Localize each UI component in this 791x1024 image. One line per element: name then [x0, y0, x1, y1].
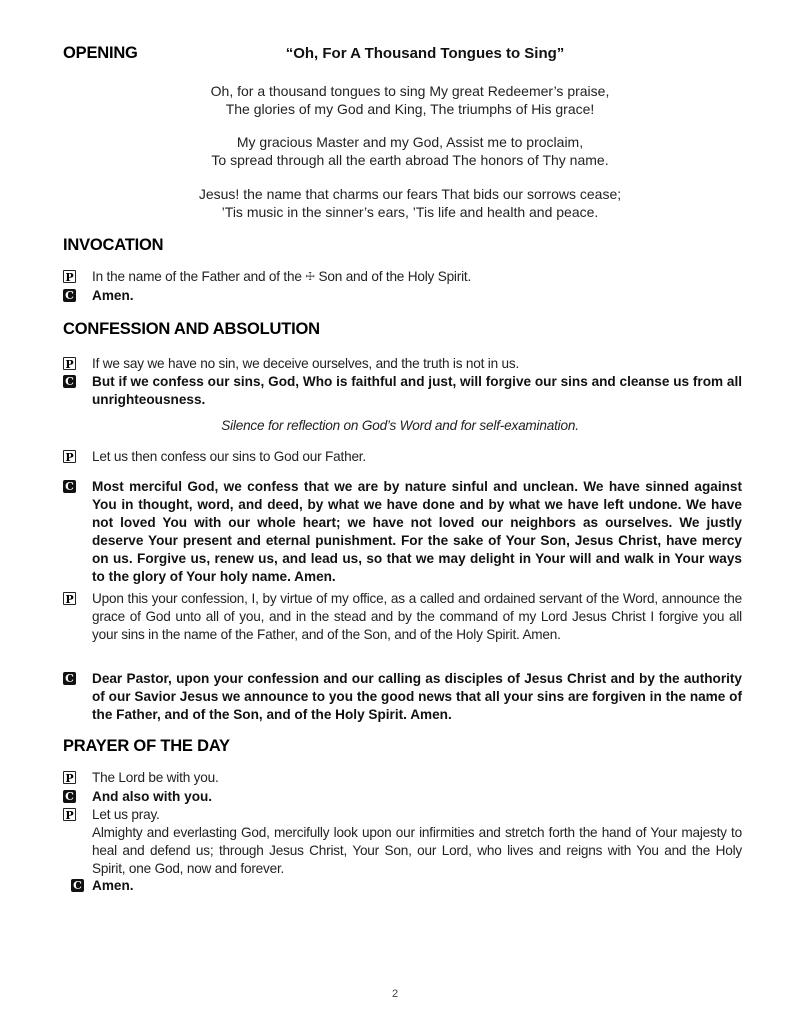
prayer-line: P The Lord be with you.	[63, 769, 742, 787]
congregation-marker-icon: C	[63, 375, 76, 388]
pastor-marker-icon: P	[63, 592, 76, 605]
confession-prayer: C Most merciful God, we confess that we are by nature sinful and unclean. We have sinned against You in thought, word, and deed, by what we have done and by what we have left undone. We have not loved You with our whole heart; we have not loved our neighbors as ourselves. We justly deserve Your present and eternal punishment. For the sake of Your Son, Jesus Christ, have mercy on us. Forgive us, renew us, and lead us, so that we may delight in Your will and walk in Your ways to the glory of Your holy name. Amen.	[63, 478, 742, 586]
pastor-marker-icon: P	[63, 357, 76, 370]
congregation-marker-icon: C	[63, 480, 76, 493]
confession-line: C But if we confess our sins, God, Who is faithful and just, will forgive our sins and cleanse us from all unrighteousness.	[63, 373, 742, 409]
verse-line: The glories of my God and King, The triumphs of His grace!	[225, 101, 595, 117]
page-number: 2	[391, 988, 399, 1000]
confession-line: P Let us then confess our sins to God our Father.	[63, 448, 742, 466]
heading-invocation: INVOCATION	[63, 236, 164, 254]
congregation-marker-icon: C	[71, 879, 84, 892]
pastor-marker-icon: P	[63, 771, 76, 784]
hymn-verse-1	[150, 82, 670, 118]
pastor-marker-icon: P	[63, 808, 76, 821]
rubric-silence: Silence for reflection on God’s Word and for self-examination.	[221, 418, 579, 433]
cross-icon: ☩	[305, 271, 315, 283]
pastor-marker-icon: P	[63, 270, 76, 283]
heading-confession: CONFESSION AND ABSOLUTION	[63, 320, 320, 338]
prayer-collect: P Let us pray. Almighty and everlasting God, mercifully look upon our infirmities and stretch forth the hand of Your majesty to heal and defend us; through Jesus Christ, Your Son, our Lord, who lives and reigns with You and the Holy Spirit, one God, now and forever.	[63, 806, 742, 878]
verse-line: ’Tis music in the sinner’s ears, ’Tis life and health and peace.	[221, 204, 599, 220]
verse-line: Jesus! the name that charms our fears That bids our sorrows cease;	[198, 186, 622, 202]
invocation-pastor-line: P In the name of the Father and of the ☩ Son and of the Holy Spirit.	[63, 268, 742, 286]
prayer-line: C And also with you.	[63, 788, 742, 806]
congregation-marker-icon: C	[63, 790, 76, 803]
congregation-response: C Dear Pastor, upon your confession and our calling as disciples of Jesus Christ and by the authority of our Savior Jesus we announce to you the good news that all your sins are forgiven in the name of the Father, and of the Son, and of the Holy Spirit. Amen.	[63, 670, 742, 724]
heading-opening: OPENING	[63, 44, 138, 62]
verse-line: My gracious Master and my God, Assist me to proclaim,	[236, 134, 584, 150]
prayer-line: C Amen.	[71, 877, 750, 895]
hymn-title: “Oh, For A Thousand Tongues to Sing”	[285, 45, 565, 62]
absolution: P Upon this your confession, I, by virtue of my office, as a called and ordained servant of the Word, announce the grace of God unto all of you, and in the stead and by the command of my Lord Jesus Christ I forgive you all your sins in the name of the Father, and of the Son, and of the Holy Spirit. Amen.	[63, 590, 742, 644]
invocation-congregation-line: C Amen.	[63, 287, 742, 305]
congregation-marker-icon: C	[63, 672, 76, 685]
hymn-verse-2	[150, 133, 670, 169]
confession-line: P If we say we have no sin, we deceive ourselves, and the truth is not in us.	[63, 355, 742, 373]
verse-line: Oh, for a thousand tongues to sing My great Redeemer’s praise,	[210, 83, 610, 99]
heading-prayer-of-the-day: PRAYER OF THE DAY	[63, 737, 230, 755]
verse-line: To spread through all the earth abroad The honors of Thy name.	[211, 152, 609, 168]
congregation-marker-icon: C	[63, 289, 76, 302]
hymn-verse-3	[150, 185, 670, 221]
pastor-marker-icon: P	[63, 450, 76, 463]
